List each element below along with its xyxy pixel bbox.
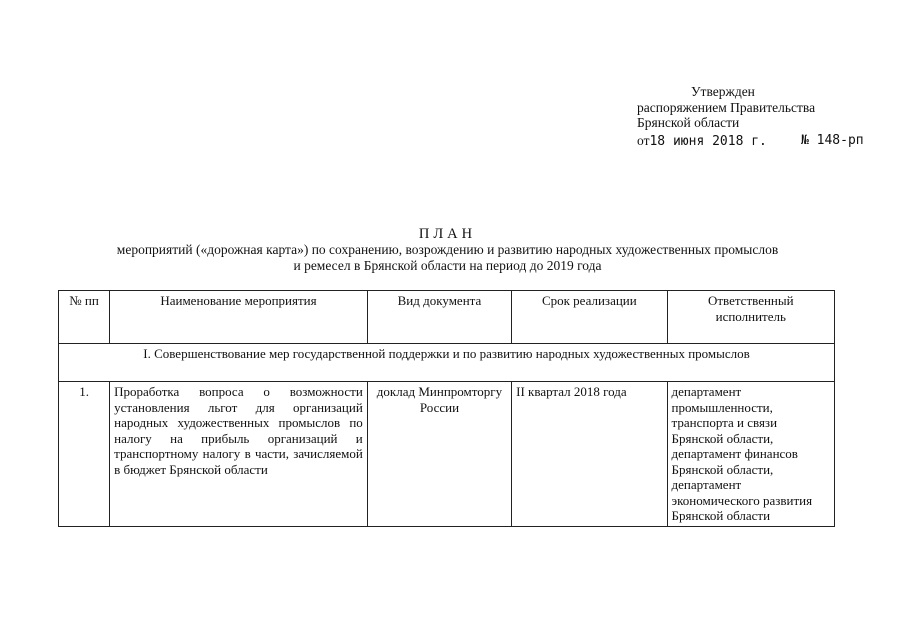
subtitle-line-2: и ремесел в Брянской области на период до 2019 года <box>293 258 602 273</box>
approval-date: 18 июня 2018 г. <box>649 133 767 149</box>
row-term: II квартал 2018 года <box>512 382 667 527</box>
header-num: № пп <box>59 291 110 344</box>
approval-stamp <box>637 84 864 149</box>
plan-table <box>58 290 835 527</box>
page-title: ПЛАН <box>418 226 477 242</box>
header-name: Наименование мероприятия <box>110 291 368 344</box>
table-row <box>59 382 835 527</box>
approval-date-prefix: от <box>637 132 650 148</box>
header-term: Срок реализации <box>512 291 667 344</box>
table-header-row <box>59 291 835 344</box>
section-row <box>59 344 835 382</box>
header-resp: Ответственный исполнитель <box>667 291 834 344</box>
document-title-block <box>60 226 835 274</box>
approval-date-line <box>637 132 864 150</box>
row-num: 1. <box>59 382 110 527</box>
approval-line-order: распоряжением Правительства <box>637 99 816 115</box>
row-resp: департамент промышленности, транспорта и связи Брянской области, департамент финансов Брянской области, департамент экономического развития Брянской области <box>667 382 834 527</box>
section-title: I. Совершенствование мер государственной поддержки и по развитию народных художественных промыслов <box>59 344 835 382</box>
approval-number: № 148-рп <box>801 132 864 148</box>
row-doc: доклад Минпромторгу России <box>367 382 511 527</box>
approval-line-approved: Утвержден <box>691 84 755 99</box>
header-doc: Вид документа <box>367 291 511 344</box>
row-name: Проработка вопроса о возможности установления льгот для организаций народных художественных промыслов по налогу на прибыль организаций и транспортному налогу в части, зачисляемой в бюджет Брянской области <box>110 382 368 527</box>
approval-line-region: Брянской области <box>637 115 740 130</box>
subtitle-line-1: мероприятий («дорожная карта») по сохранению, возрождению и развитию народных художественных промыслов <box>116 242 779 257</box>
